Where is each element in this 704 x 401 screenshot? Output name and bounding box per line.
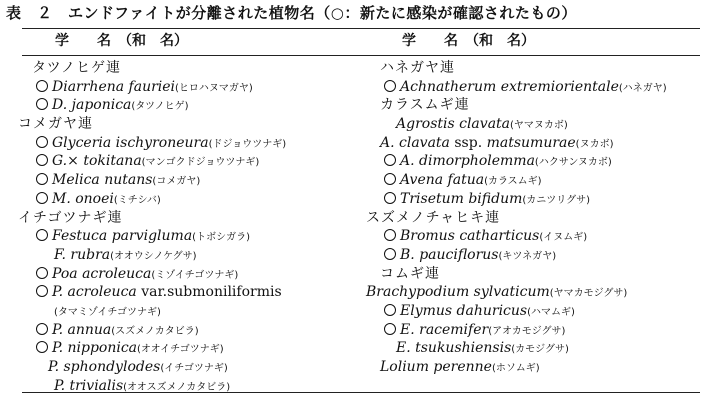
scientific-name: P. acroleuca [52, 284, 137, 301]
scientific-name: A. dimorpholemma [400, 153, 535, 170]
scientific-name: M. onoei [52, 190, 114, 207]
japanese-name: (アオカモジグサ) [488, 325, 566, 337]
japanese-name: (ハマムギ) [527, 306, 575, 318]
tribe-heading [366, 96, 667, 115]
new-infection-marker-icon [384, 154, 396, 166]
column-header-left: 学 名 （和 名） [55, 33, 188, 49]
species-entry [366, 78, 667, 97]
species-entry [18, 190, 286, 209]
species-entry [366, 358, 667, 377]
species-entry [18, 265, 286, 284]
scientific-name: Brachypodium sylvaticum [366, 284, 550, 301]
species-entry [366, 227, 667, 246]
scientific-name: P. annua [52, 321, 112, 338]
new-infection-marker-icon [36, 285, 48, 297]
new-infection-marker-icon [36, 154, 48, 166]
tribe-name: コムギ連 [380, 265, 440, 282]
japanese-name: (イヌムギ) [539, 232, 588, 244]
new-infection-marker-icon [384, 173, 396, 185]
tribe-name: スズメノチャヒキ連 [366, 209, 501, 226]
japanese-name: (キツネガヤ) [498, 250, 557, 262]
species-entry [18, 171, 286, 190]
species-entry [18, 339, 286, 358]
tribe-heading [18, 115, 286, 134]
tribe-name: コメガヤ連 [18, 116, 93, 133]
new-infection-marker-icon [36, 80, 48, 92]
japanese-name: (ホソムギ) [491, 363, 540, 374]
species-entry [366, 246, 667, 265]
rank-qualifier: ssp. [449, 134, 487, 151]
scientific-name: P. sphondylodes [48, 359, 161, 375]
scientific-name: Agrostis clavata [396, 116, 511, 133]
scientific-name: Trisetum bifidum [400, 190, 523, 207]
japanese-name: (マンゴクドジョウツナギ) [141, 157, 260, 169]
new-infection-marker-icon [384, 229, 396, 241]
scientific-name: P. nipponica [52, 340, 138, 357]
table-caption: 表 ２ エンドファイトが分離された植物名（○：新たに感染が確認されたもの） [6, 4, 577, 22]
japanese-name: (コメガヤ) [152, 176, 201, 188]
species-entry [18, 283, 286, 302]
japanese-name: (カラスムギ) [484, 176, 542, 188]
japanese-name: (オオウシノケグサ) [110, 250, 197, 262]
scientific-name: Bromus catharticus [400, 228, 540, 245]
tribe-name: イチゴツナギ連 [18, 209, 123, 226]
japanese-name: (ハネガヤ) [618, 82, 667, 94]
tribe-heading [366, 209, 667, 228]
new-infection-marker-icon [36, 323, 48, 335]
japanese-name: (ミゾイチゴツナギ) [151, 269, 239, 281]
japanese-name: (トボシガラ) [192, 232, 250, 244]
top-rule [22, 28, 700, 29]
scientific-name: D. japonica [52, 97, 132, 114]
scientific-name: Poa acroleuca [52, 265, 152, 282]
new-infection-marker-icon [384, 248, 396, 260]
japanese-name: (ヤマカモジグサ) [549, 288, 628, 300]
new-infection-marker-icon [384, 323, 396, 335]
japanese-name: (ヤマヌカボ) [510, 120, 568, 132]
species-entry [366, 115, 667, 134]
new-infection-marker-icon [36, 341, 48, 353]
tribe-heading [366, 265, 667, 284]
scientific-name: Festuca parvigluma [52, 228, 193, 245]
scientific-name: P. trivialis [54, 377, 124, 394]
rank-qualifier: var.submoniliformis [136, 284, 282, 301]
japanese-name: (ミチシバ) [113, 194, 161, 206]
tribe-name: ハネガヤ連 [380, 60, 455, 76]
japanese-name: (カモジグサ) [511, 344, 569, 356]
header-rule [22, 55, 700, 56]
japanese-name: (スズメノカタビラ) [111, 325, 199, 337]
species-entry [18, 321, 286, 340]
new-infection-marker-icon [36, 136, 48, 148]
species-entry [366, 339, 667, 358]
scientific-name: A. clavata [380, 134, 450, 151]
tribe-heading [18, 209, 286, 228]
scientific-name: Avena fatua [400, 172, 485, 189]
japanese-name: (イチゴツナギ) [160, 363, 228, 374]
japanese-name: (オオスズメノカタビラ) [123, 381, 231, 393]
left-column [18, 59, 286, 395]
new-infection-marker-icon [384, 192, 396, 204]
japanese-name: (カニツリグサ) [522, 194, 590, 206]
species-entry [18, 302, 286, 321]
right-column [366, 59, 667, 377]
species-entry [366, 190, 667, 209]
japanese-name: (タマミゾイチゴツナギ) [54, 306, 161, 318]
species-entry [18, 227, 286, 246]
new-infection-marker-icon [36, 192, 48, 204]
scientific-name: Melica nutans [52, 172, 153, 189]
species-entry [18, 358, 286, 377]
species-entry [18, 246, 286, 265]
scientific-name: E. tsukushiensis [396, 340, 512, 357]
new-infection-marker-icon [36, 173, 48, 185]
tribe-heading [366, 59, 667, 78]
species-entry [18, 78, 286, 97]
scientific-name: Diarrhena fauriei [52, 78, 176, 95]
scientific-name: F. rubra [54, 246, 111, 263]
new-infection-marker-icon [36, 98, 48, 110]
japanese-name: (オオイチゴツナギ) [137, 344, 224, 356]
column-header-right: 学 名 （和 名） [402, 33, 535, 49]
species-entry [18, 152, 286, 171]
species-entry [18, 96, 286, 115]
species-entry [366, 302, 667, 321]
scientific-name: B. pauciflorus [400, 246, 499, 263]
scientific-name: Glyceria ischyroneura [52, 134, 209, 151]
species-entry [18, 134, 286, 153]
scientific-name: E. racemifer [400, 321, 489, 338]
scientific-name: G.× tokitana [52, 153, 142, 170]
japanese-name: (ドジョウツナギ) [208, 138, 287, 150]
japanese-name: (ハクサンヌカボ) [534, 157, 612, 169]
bottom-rule [22, 392, 700, 393]
new-infection-marker-icon [36, 229, 48, 241]
new-infection-marker-icon [36, 267, 48, 279]
japanese-name: (ヌカボ) [575, 138, 614, 150]
subspecies-name: matsumurae [486, 134, 576, 151]
scientific-name: Lolium perenne [380, 359, 492, 375]
new-infection-marker-icon [384, 80, 396, 92]
japanese-name: (タツノヒゲ) [131, 101, 189, 113]
tribe-name: カラスムギ連 [380, 97, 470, 114]
japanese-name: (ヒロハヌマガヤ) [175, 82, 253, 94]
tribe-name: タツノヒゲ連 [32, 60, 122, 76]
species-entry [366, 152, 667, 171]
tribe-heading [18, 59, 286, 78]
species-entry [366, 171, 667, 190]
new-infection-marker-icon [384, 304, 396, 316]
scientific-name: Elymus dahuricus [400, 302, 528, 319]
scientific-name: Achnatherum extremiorientale [400, 78, 619, 95]
species-entry [366, 134, 667, 153]
species-entry [366, 283, 667, 302]
species-entry [366, 321, 667, 340]
